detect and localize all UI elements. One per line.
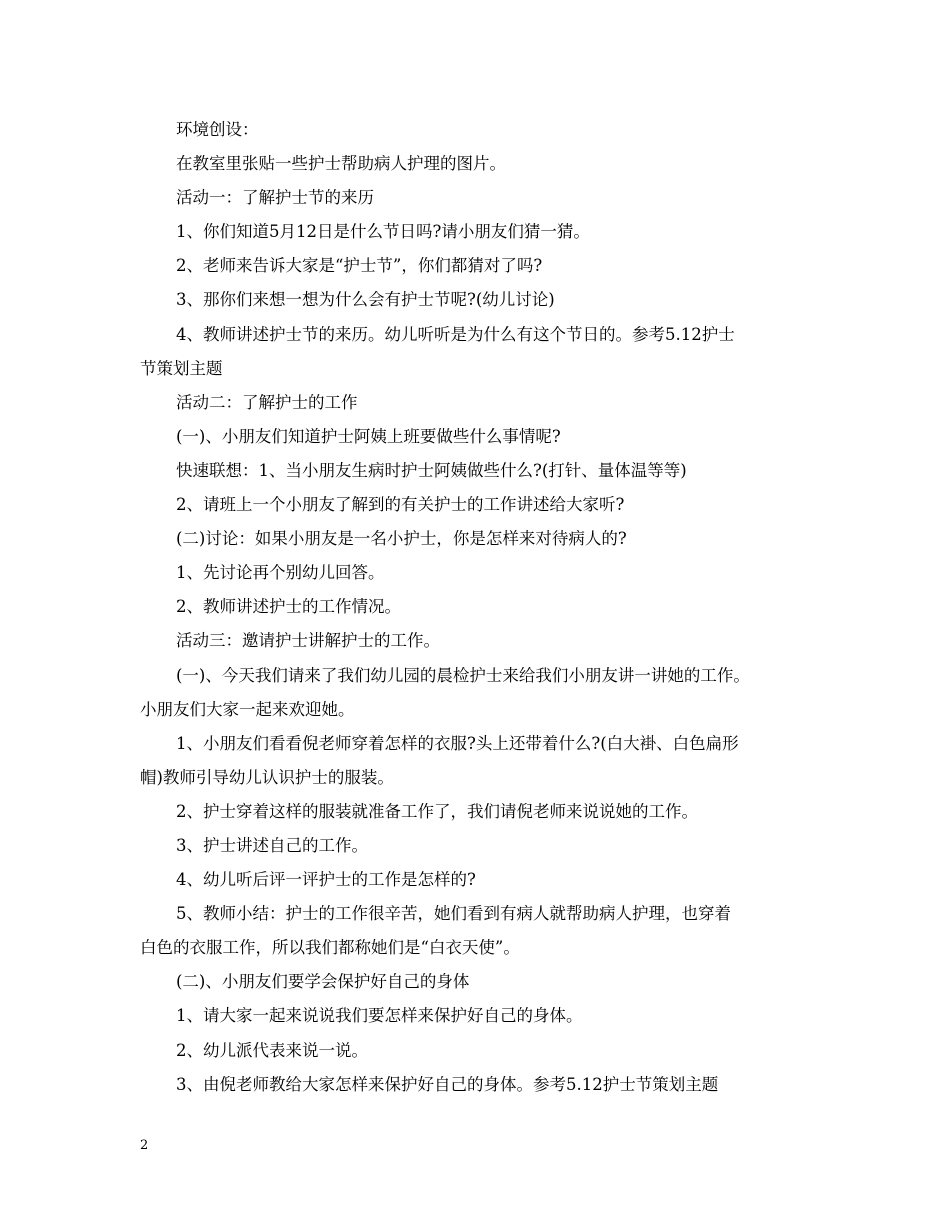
text-line: 2、请班上一个小朋友了解到的有关护士的工作讲述给大家听?: [176, 495, 625, 515]
text-line: 4、幼儿听后评一评护士的工作是怎样的?: [176, 870, 476, 890]
text-line: 节策划主题: [140, 358, 223, 378]
text-line: 1、小朋友们看看倪老师穿着怎样的衣服?头上还带着什么?(白大褂、白色扁形: [176, 733, 739, 753]
text-line: 2、老师来告诉大家是“护士节”，你们都猜对了吗?: [176, 256, 543, 276]
text-line: 5、教师小结：护士的工作很辛苦，她们看到有病人就帮助病人护理，也穿着: [176, 904, 731, 924]
text-line: (二)、小朋友们要学会保护好自己的身体: [176, 972, 470, 992]
text-line: 1、你们知道5月12日是什么节日吗?请小朋友们猜一猜。: [176, 222, 590, 242]
text-line: 2、教师讲述护士的工作情况。: [176, 597, 401, 617]
text-line: 活动二：了解护士的工作: [176, 392, 358, 412]
text-line: 在教室里张贴一些护士帮助病人护理的图片。: [176, 154, 506, 174]
text-line: (二)讨论：如果小朋友是一名小护士，你是怎样来对待病人的?: [176, 529, 627, 549]
text-line: 活动三：邀请护士讲解护士的工作。: [176, 631, 440, 651]
text-line: 活动一：了解护士节的来历: [176, 188, 374, 208]
text-line: 小朋友们大家一起来欢迎她。: [140, 699, 355, 719]
text-line: (一)、小朋友们知道护士阿姨上班要做些什么事情呢?: [176, 426, 561, 446]
text-line: 4、教师讲述护士节的来历。幼儿听听是为什么有这个节日的。参考5.12护士: [176, 324, 735, 344]
text-line: 帽)教师引导幼儿认识护士的服装。: [140, 767, 394, 787]
text-line: 2、护士穿着这样的服装就准备工作了，我们请倪老师来说说她的工作。: [176, 801, 698, 821]
text-line: 1、请大家一起来说说我们要怎样来保护好自己的身体。: [176, 1006, 583, 1026]
text-line: 环境创设：: [176, 120, 259, 139]
text-line: 2、幼儿派代表来说一说。: [176, 1040, 368, 1060]
text-line: 白色的衣服工作，所以我们都称她们是“白衣天使”。: [140, 938, 520, 958]
text-line: 3、护士讲述自己的工作。: [176, 835, 368, 855]
text-line: 3、那你们来想一想为什么会有护士节呢?(幼儿讨论): [176, 290, 555, 310]
text-line: 快速联想：1、当小朋友生病时护士阿姨做些什么?(打针、量体温等等): [176, 460, 687, 480]
text-line: 3、由倪老师教给大家怎样来保护好自己的身体。参考5.12护士节策划主题: [176, 1074, 719, 1094]
text-line: (一)、今天我们请来了我们幼儿园的晨检护士来给我们小朋友讲一讲她的工作。: [176, 665, 750, 685]
body-text: [140, 113, 830, 1102]
text-line: 1、先讨论再个别幼儿回答。: [176, 563, 385, 583]
page-number: 2: [140, 1138, 149, 1153]
